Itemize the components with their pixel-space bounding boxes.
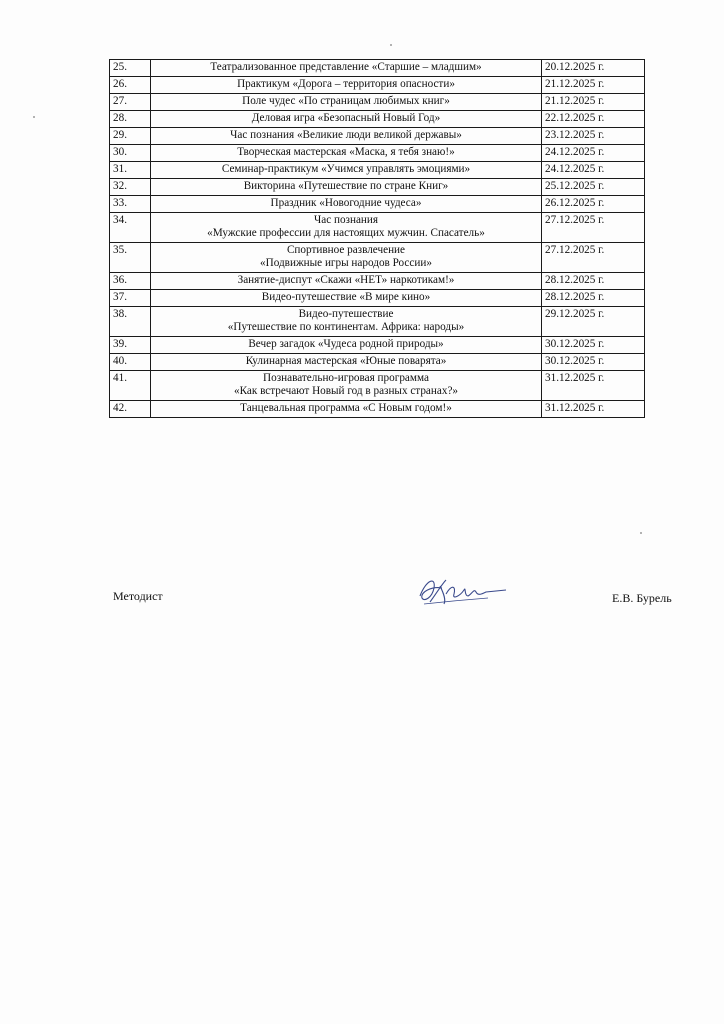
signature-image (412, 572, 512, 610)
event-title-line: Деловая игра «Безопасный Новый Год» (251, 112, 441, 124)
event-title-cell (151, 273, 542, 290)
row-number: 42. (110, 401, 151, 418)
event-title-cell (151, 94, 542, 111)
row-number: 26. (110, 77, 151, 94)
scan-speck (33, 116, 35, 118)
event-date: 21.12.2025 г. (542, 94, 645, 111)
event-date: 22.12.2025 г. (542, 111, 645, 128)
row-number: 37. (110, 290, 151, 307)
event-title-line: Видео-путешествие (298, 308, 394, 320)
table-row (110, 401, 645, 418)
event-title-cell (151, 179, 542, 196)
scan-speck (640, 532, 642, 534)
row-number: 36. (110, 273, 151, 290)
row-number: 30. (110, 145, 151, 162)
event-title-cell (151, 145, 542, 162)
event-title-line: Практикум «Дорога – территория опасности» (237, 78, 455, 90)
event-date: 31.12.2025 г. (542, 371, 645, 401)
events-table-body (110, 60, 645, 418)
event-date: 20.12.2025 г. (542, 60, 645, 77)
event-title-cell (151, 128, 542, 145)
event-date: 28.12.2025 г. (542, 273, 645, 290)
event-title-cell (151, 60, 542, 77)
event-title-cell (151, 290, 542, 307)
table-row (110, 179, 645, 196)
event-title-line: Вечер загадок «Чудеса родной природы» (248, 338, 444, 350)
event-title-cell (151, 213, 542, 243)
event-title-line: Познавательно-игровая программа (263, 372, 429, 384)
table-row (110, 213, 645, 243)
table-row (110, 128, 645, 145)
table-row (110, 307, 645, 337)
event-title-line: Театрализованное представление «Старшие – младшим» (210, 61, 482, 73)
row-number: 41. (110, 371, 151, 401)
table-row (110, 243, 645, 273)
event-title-line: Танцевальная программа «С Новым годом!» (240, 402, 452, 414)
event-title-line: «Путешествие по континентам. Африка: народы» (227, 321, 465, 333)
row-number: 25. (110, 60, 151, 77)
event-date: 21.12.2025 г. (542, 77, 645, 94)
event-date: 27.12.2025 г. (542, 213, 645, 243)
event-date: 30.12.2025 г. (542, 354, 645, 371)
events-table (109, 59, 645, 418)
event-title-cell (151, 111, 542, 128)
event-date: 25.12.2025 г. (542, 179, 645, 196)
signer-role: Методист (113, 589, 163, 603)
row-number: 33. (110, 196, 151, 213)
table-row (110, 111, 645, 128)
row-number: 29. (110, 128, 151, 145)
table-row (110, 77, 645, 94)
row-number: 35. (110, 243, 151, 273)
event-title-line: Творческая мастерская «Маска, я тебя знаю!» (237, 146, 455, 158)
event-title-line: Праздник «Новогодние чудеса» (270, 197, 422, 209)
row-number: 31. (110, 162, 151, 179)
event-title-line: Спортивное развлечение (286, 244, 406, 256)
event-title-line: «Как встречают Новый год в разных странах?» (233, 385, 459, 397)
table-row (110, 60, 645, 77)
scan-speck (390, 44, 392, 46)
event-title-cell (151, 77, 542, 94)
event-title-cell (151, 371, 542, 401)
event-title-line: Кулинарная мастерская «Юные поварята» (245, 355, 447, 367)
event-title-cell (151, 354, 542, 371)
row-number: 34. (110, 213, 151, 243)
row-number: 38. (110, 307, 151, 337)
table-row (110, 371, 645, 401)
event-title-cell (151, 243, 542, 273)
table-row (110, 94, 645, 111)
event-title-line: Видео-путешествие «В мире кино» (261, 291, 431, 303)
row-number: 40. (110, 354, 151, 371)
event-title-line: Поле чудес «По страницам любимых книг» (242, 95, 450, 107)
table-row (110, 354, 645, 371)
event-title-line: Семинар-практикум «Учимся управлять эмоциями» (221, 163, 471, 175)
event-date: 29.12.2025 г. (542, 307, 645, 337)
event-title-line: Викторина «Путешествие по стране Книг» (243, 180, 449, 192)
event-date: 31.12.2025 г. (542, 401, 645, 418)
event-title-cell (151, 401, 542, 418)
event-date: 24.12.2025 г. (542, 145, 645, 162)
table-row (110, 337, 645, 354)
row-number: 39. (110, 337, 151, 354)
event-date: 30.12.2025 г. (542, 337, 645, 354)
event-date: 27.12.2025 г. (542, 243, 645, 273)
event-title-line: Час познания (313, 214, 379, 226)
event-title-line: «Подвижные игры народов России» (260, 257, 432, 269)
event-title-line: Занятие-диспут «Скажи «НЕТ» наркотикам!» (237, 274, 455, 286)
table-row (110, 145, 645, 162)
event-date: 23.12.2025 г. (542, 128, 645, 145)
event-title-cell (151, 337, 542, 354)
event-date: 28.12.2025 г. (542, 290, 645, 307)
row-number: 27. (110, 94, 151, 111)
row-number: 28. (110, 111, 151, 128)
event-title-cell (151, 307, 542, 337)
event-title-cell (151, 162, 542, 179)
event-title-line: Час познания «Великие люди великой державы» (230, 129, 462, 141)
table-row (110, 162, 645, 179)
event-date: 26.12.2025 г. (542, 196, 645, 213)
row-number: 32. (110, 179, 151, 196)
event-date: 24.12.2025 г. (542, 162, 645, 179)
table-row (110, 196, 645, 213)
signer-name: Е.В. Бурель (612, 591, 672, 605)
table-row (110, 273, 645, 290)
event-title-cell (151, 196, 542, 213)
table-row (110, 290, 645, 307)
event-title-line: «Мужские профессии для настоящих мужчин. Спасатель» (207, 227, 485, 239)
